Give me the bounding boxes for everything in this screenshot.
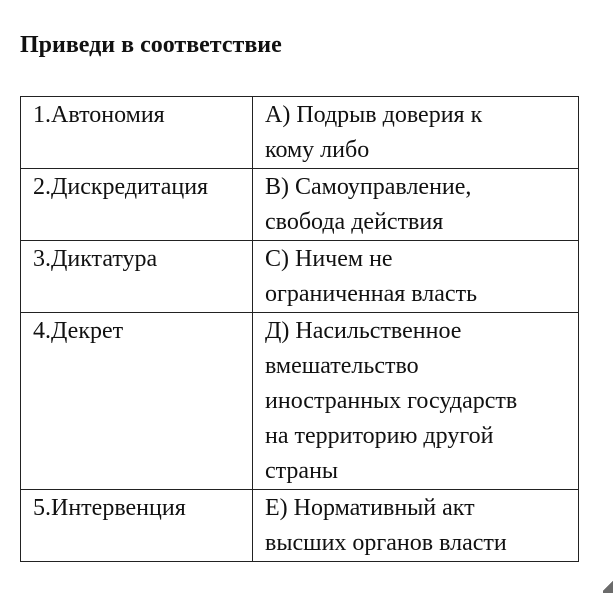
term-text: 4.Декрет	[33, 318, 124, 344]
term-cell	[21, 241, 253, 313]
term-cell	[21, 313, 253, 490]
definition-line: В) Самоуправление,	[265, 174, 472, 200]
definition-line: вмешательство	[265, 353, 419, 379]
definition-cell	[253, 97, 579, 169]
matching-table	[20, 96, 579, 562]
definition-line: свобода действия	[265, 209, 444, 235]
definition-line: страны	[265, 458, 339, 484]
term-text: 3.Диктатура	[33, 246, 158, 272]
term-text: 1.Автономия	[33, 102, 165, 128]
definition-line: на территорию другой	[265, 423, 494, 449]
definition-line: С) Ничем не	[265, 246, 393, 272]
definition-cell	[253, 490, 579, 562]
definition-line: А) Подрыв доверия к	[265, 102, 483, 128]
corner-fold-decoration	[603, 579, 613, 593]
term-cell	[21, 169, 253, 241]
definition-cell	[253, 313, 579, 490]
table-row	[21, 241, 579, 313]
table-row	[21, 97, 579, 169]
table-row	[21, 490, 579, 562]
term-cell	[21, 97, 253, 169]
definition-line: иностранных государств	[265, 388, 518, 414]
definition-line: Е) Нормативный акт	[265, 495, 475, 521]
definition-line: высших органов власти	[265, 530, 507, 556]
definition-line: ограниченная власть	[265, 281, 478, 307]
term-text: 5.Интервенция	[33, 495, 186, 521]
definition-cell	[253, 169, 579, 241]
term-cell	[21, 490, 253, 562]
definition-cell	[253, 241, 579, 313]
table-row	[21, 169, 579, 241]
table-row	[21, 313, 579, 490]
definition-line: кому либо	[265, 137, 370, 163]
term-text: 2.Дискредитация	[33, 174, 209, 200]
matching-table-body	[21, 97, 579, 562]
definition-line: Д) Насильственное	[265, 318, 462, 344]
page-title: Приведи в соответствие	[20, 32, 282, 58]
